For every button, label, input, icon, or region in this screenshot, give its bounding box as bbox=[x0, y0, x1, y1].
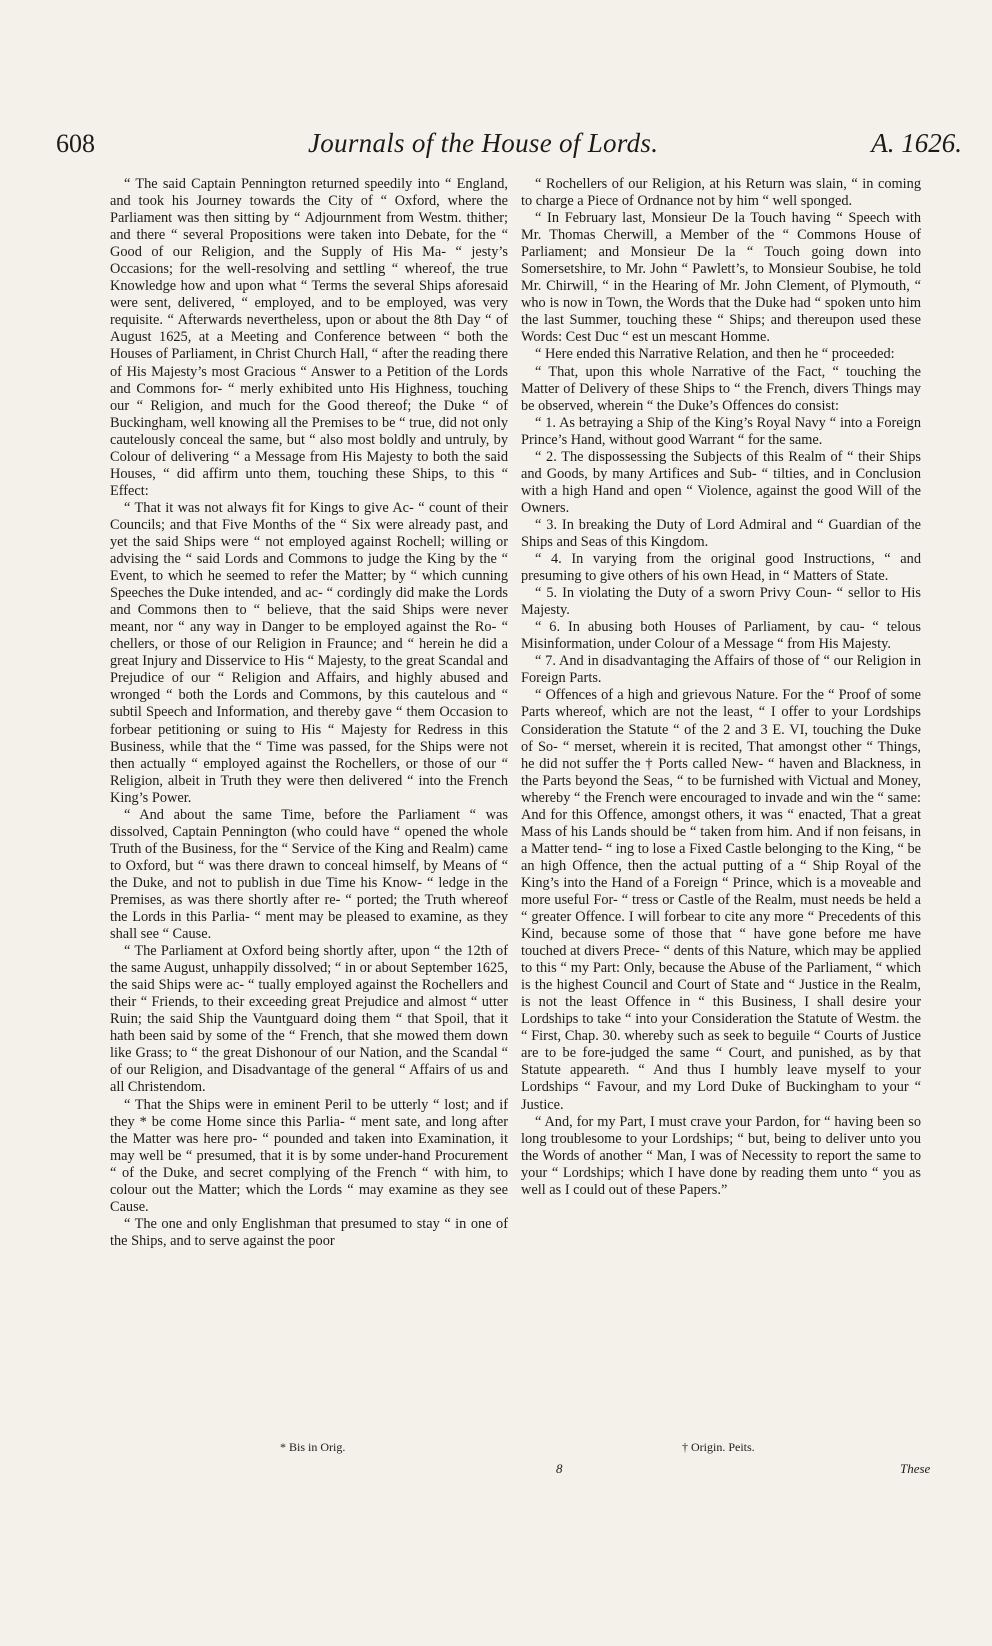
paragraph: “ 5. In violating the Duty of a sworn Privy Coun- “ sellor to His Majesty. bbox=[521, 585, 921, 619]
catchword: These bbox=[900, 1461, 931, 1476]
right-column bbox=[521, 176, 921, 1199]
paragraph: “ 3. In breaking the Duty of Lord Admiral and “ Guardian of the Ships and Seas of this Kingdom. bbox=[521, 516, 921, 550]
footnote-left: * Bis in Orig. bbox=[280, 1440, 346, 1454]
paragraph: “ Rochellers of our Religion, at his Return was slain, “ in coming to charge a Piece of Ordnance not by him “ well sponged. bbox=[521, 176, 921, 210]
paragraph: “ The Parliament at Oxford being shortly after, upon “ the 12th of the same August, unhappily dissolved; “ in or about September 1625, the said Ships were ac- “ tually employed against the Rochellers and their “ Friends, to their exceeding great Prejudice and almost “ utter Ruin; the said Ship the Vauntguard doing them “ that Spoil, that it hath been said by some of the “ French, that she mowed them down like Grass; to “ the great Dishonour of our Nation, and the Scandal “ of our Religion, and Disadvantage of the general “ Affairs of us and all Christendom. bbox=[110, 943, 508, 1096]
footnote-right: † Origin. Peits. bbox=[682, 1440, 755, 1454]
paragraph: “ Offences of a high and grievous Nature. For the “ Proof of some Parts whereof, which are not the least, “ I offer to your Lordships Consideration the Statute “ of the 2 and 3 E. VI, touching the Duke of So- “ merset, wherein it is recited, That amongst other “ Things, he did not suffer the † Ports called New- “ haven and Blackness, in the Parts beyond the Seas, “ to be furnished with Victual and Money, whereby “ the French were encouraged to invade and win the “ same: And for this Offence, amongst others, it was “ enacted, That a great Mass of his Lands should be “ taken from him. And if non feisans, in a Matter tend- “ ing to lose a Fixed Castle belonging to the King, “ be an high Offence, then the actual putting of a “ Ship Royal of the King’s into the Hand of a Foreign “ Prince, which is a moveable and more useful For- “ tress or Castle of the Realm, must needs be held a “ greater Offence. I will forbear to cite any more “ Precedents of this Kind, because some of those that “ have gone before me have touched at divers Prece- “ dents of this Nature, which may be applied to this “ my Part: Only, because the Abuse of the Parliament, “ which is the highest Council and Court of State and “ Justice in the Realm, is not the least Offence in “ this Business, I shall desire your Lordships to take “ into your Consideration the Statute of Westm. the “ First, Chap. 30. whereby such as seek to beguile “ Courts of Justice are to be fore-judged the same “ Court, and punished, as by that Statute appeareth. “ And thus I humbly leave myself to your Lordships “ Favour, and my Lord Duke of Buckingham to your “ Justice. bbox=[521, 687, 921, 1113]
paragraph: “ 6. In abusing both Houses of Parliament, by cau- “ telous Misinformation, under Colour of a Message “ from His Majesty. bbox=[521, 619, 921, 653]
signature-mark: 8 bbox=[556, 1461, 563, 1476]
paragraph: “ That it was not always fit for Kings to give Ac- “ count of their Councils; and that Five Months of the “ Six were already past, and yet the said Ships were “ not employed against Rochell; willing or advising the “ said Lords and Commons to judge the King by the “ Event, to which he seemed to refer the Matter; by “ which cunning Speeches the Duke intended, and ac- “ cordingly did make the Lords and Commons then to “ believe, that the said Ships were never meant, nor “ any way in Danger to be employed against the Ro- “ chellers, or those of our Religion in Fraunce; and “ herein he did a great Injury and Disservice to His “ Majesty, to the great Scandal and Prejudice of our “ Religion and Affairs, and highly abused and wronged “ both the Lords and Commons, by this cautelous and “ subtil Speech and Information, and thereby gave “ them Occasion to forbear petitioning or suing to His “ Majesty for Redress in this Business, while that the “ Time was passed, for the Ships were not then actually “ employed against the Rochellers, or those of our “ Religion, albeit in Truth they were then delivered “ into the French King’s Power. bbox=[110, 499, 508, 806]
paragraph: “ 1. As betraying a Ship of the King’s Royal Navy “ into a Foreign Prince’s Hand, without good Warrant “ for the same. bbox=[521, 414, 921, 448]
year-label: A. 1626. bbox=[871, 128, 962, 158]
paragraph: “ The one and only Englishman that presumed to stay “ in one of the Ships, and to serve against the poor bbox=[110, 1215, 508, 1249]
paragraph: “ 2. The dispossessing the Subjects of this Realm of “ their Ships and Goods, by many Artifices and Sub- “ tilties, and in Conclusion with a high Hand and open “ Violence, against the good Will of the Owners. bbox=[521, 448, 921, 516]
paragraph: “ 4. In varying from the original good Instructions, “ and presuming to give others of his own Head, in “ Matters of State. bbox=[521, 551, 921, 585]
paragraph: “ The said Captain Pennington returned speedily into “ England, and took his Journey towards the City of “ Oxford, where the Parliament was then sitting by “ Adjournment from Westm. thither; and there “ several Propositions were taken into Debate, for the “ Good of our Religion, and the Supply of His Ma- “ jesty’s Occasions; for the well-resolving and settling “ whereof, the true Knowledge how and upon what “ Terms the several Ships aforesaid were sent, delivered, “ employed, and to be employed, was very requisite. “ Afterwards nevertheless, upon or about the 8th Day “ of August 1625, at a Meeting and Conference between “ both the Houses of Parliament, in Christ Church Hall, “ after the reading there of His Majesty’s most Gracious “ Answer to a Petition of the Lords and Commons for- “ merly exhibited unto His Highness, touching our “ Religion, and much for the Good thereof; the Duke “ of Buckingham, well knowing all the Premises to be “ true, did not only cautelously conceal the same, but “ also most boldly and untruly, by Colour of delivering “ a Message from His Majesty to both the said Houses, “ did affirm unto them, touching these Ships, to this “ Effect: bbox=[110, 176, 508, 499]
page-number: 608 bbox=[56, 129, 95, 158]
paragraph: “ 7. And in disadvantaging the Affairs of those of “ our Religion in Foreign Parts. bbox=[521, 653, 921, 687]
paragraph: “ That the Ships were in eminent Peril to be utterly “ lost; and if they * be come Home since this Parlia- “ ment sate, and long after the Matter was here pro- “ pounded and taken into Examination, it may well be “ presumed, that it is by some under-hand Procurement “ of the Duke, and secret complying of the French “ with him, to colour out the Matter; which the Lords “ may examine as they see Cause. bbox=[110, 1096, 508, 1215]
paragraph: “ In February last, Monsieur De la Touch having “ Speech with Mr. Thomas Cherwill, a Member of the “ Commons House of Parliament; and Monsieur De la “ Touch going down into Somersetshire, to Mr. John “ Pawlett’s, to Monsieur Soubise, he told Mr. Chirwill, “ in the Hearing of Mr. John Clement, of Plymouth, “ who is now in Town, the Words that the Duke had “ spoken unto him the last Summer, touching these “ Ships; and thereupon used these Words: Cest Duc “ est un mescant Homme. bbox=[521, 210, 921, 346]
paragraph: “ And about the same Time, before the Parliament “ was dissolved, Captain Pennington (who could have “ opened the whole Truth of the Business, for the “ Service of the King and Realm) came to Oxford, but “ was there drawn to conceal himself, by Means of “ the Duke, and not to publish in due Time his Know- “ ledge in the Premises, as was there shortly after re- “ ported; the Truth whereof the Lords in this Parlia- “ ment may be pleased to examine, as they shall see “ Cause. bbox=[110, 806, 508, 943]
paragraph: “ Here ended this Narrative Relation, and then he “ proceeded: bbox=[535, 346, 895, 363]
paragraph: “ That, upon this whole Narrative of the Fact, “ touching the Matter of Delivery of these Ships to “ the French, divers Things may be observed, wherein “ the Duke’s Offences do consist: bbox=[521, 363, 921, 414]
journal-title: Journals of the House of Lords. bbox=[307, 128, 659, 158]
paragraph: “ And, for my Part, I must crave your Pardon, for “ having been so long troublesome to your Lordships; “ but, being to deliver unto you the Words of another “ Man, I was of Necessity to report the same to your “ Lordships; which I have done by reading them unto “ you as well as I could out of these Papers.” bbox=[521, 1113, 921, 1198]
page-header bbox=[56, 128, 962, 168]
left-column bbox=[110, 176, 508, 1250]
